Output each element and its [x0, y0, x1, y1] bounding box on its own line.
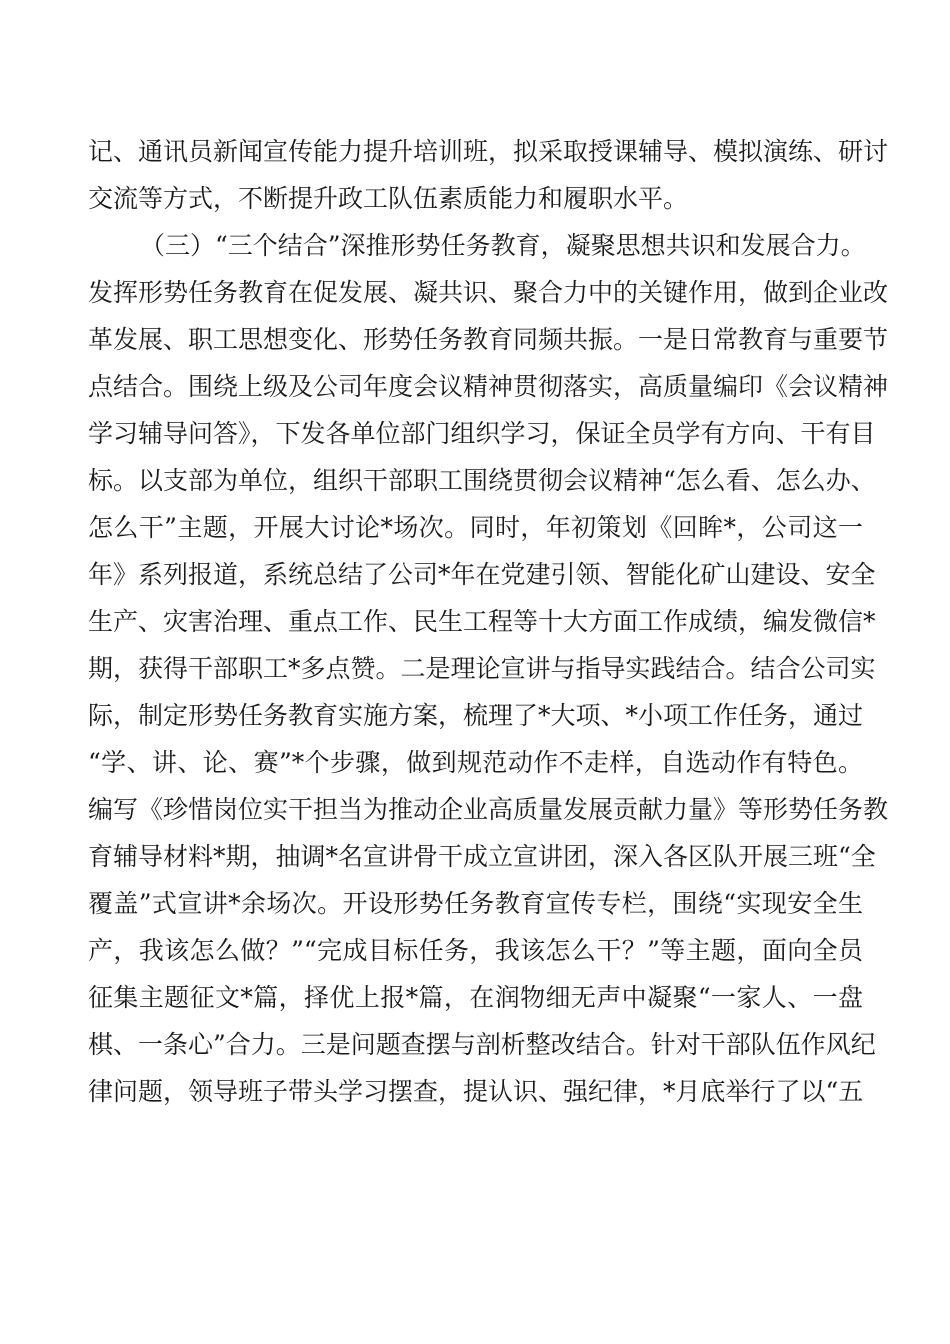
text-line: 记、通讯员新闻宣传能力提升培训班，拟采取授课辅导、模拟演练、研讨: [88, 137, 889, 166]
text-line: 点结合。围绕上级及公司年度会议精神贯彻落实，高质量编印《会议精神: [88, 372, 889, 401]
text-line: 期，获得干部职工*多点赞。二是理论宣讲与指导实践结合。结合公司实: [88, 654, 876, 683]
text-line: 学习辅导问答》，下发各单位部门组织学习，保证全员学有方向、干有目: [88, 419, 876, 448]
text-line: 革发展、职工思想变化、形势任务教育同频共振。一是日常教育与重要节: [88, 325, 889, 354]
text-line: 棋、一条心”合力。三是问题查摆与剖析整改结合。针对干部队伍作风纪: [88, 1030, 876, 1059]
text-line: 征集主题征文*篇，择优上报*篇，在润物细无声中凝聚“一家人、一盘: [88, 983, 863, 1012]
text-line: 际，制定形势任务教育实施方案，梳理了*大项、*小项工作任务，通过: [88, 701, 864, 730]
text-line: 标。以支部为单位，组织干部职工围绕贯彻会议精神“怎么看、怎么办、: [88, 466, 876, 495]
text-line: 律问题，领导班子带头学习摆查，提认识、强纪律，*月底举行了以“五: [88, 1077, 864, 1106]
text-line: 产，我该怎么做？”“完成目标任务，我该怎么干？”等主题，面向全员: [88, 936, 863, 965]
text-line: 育辅导材料*期，抽调*名宣讲骨干成立宣讲团，深入各区队开展三班“全: [88, 842, 876, 871]
text-line: 编写《珍惜岗位实干担当为推动企业高质量发展贡献力量》等形势任务教: [88, 795, 889, 824]
text-line: 年》系列报道，系统总结了公司*年在党建引领、智能化矿山建设、安全: [88, 560, 876, 589]
text-line: 覆盖”式宣讲*余场次。开设形势任务教育宣传专栏，围绕“实现安全生: [88, 889, 863, 918]
text-line: 交流等方式，不断提升政工队伍素质能力和履职水平。: [88, 184, 689, 213]
text-line: 发挥形势任务教育在促发展、凝共识、聚合力中的关键作用，做到企业改: [88, 278, 889, 307]
text-line: 生产、灾害治理、重点工作、民生工程等十大方面工作成绩，编发微信*: [88, 607, 876, 636]
section-heading-line: （三）“三个结合”深推形势任务教育，凝聚思想共识和发展合力。: [140, 231, 866, 260]
body-text: [88, 128, 889, 1115]
text-line: “学、讲、论、赛”*个步骤，做到规范动作不走样，自选动作有特色。: [88, 748, 863, 777]
text-line: 怎么干”主题，开展大讨论*场次。同时，年初策划《回眸*，公司这一: [88, 513, 863, 542]
